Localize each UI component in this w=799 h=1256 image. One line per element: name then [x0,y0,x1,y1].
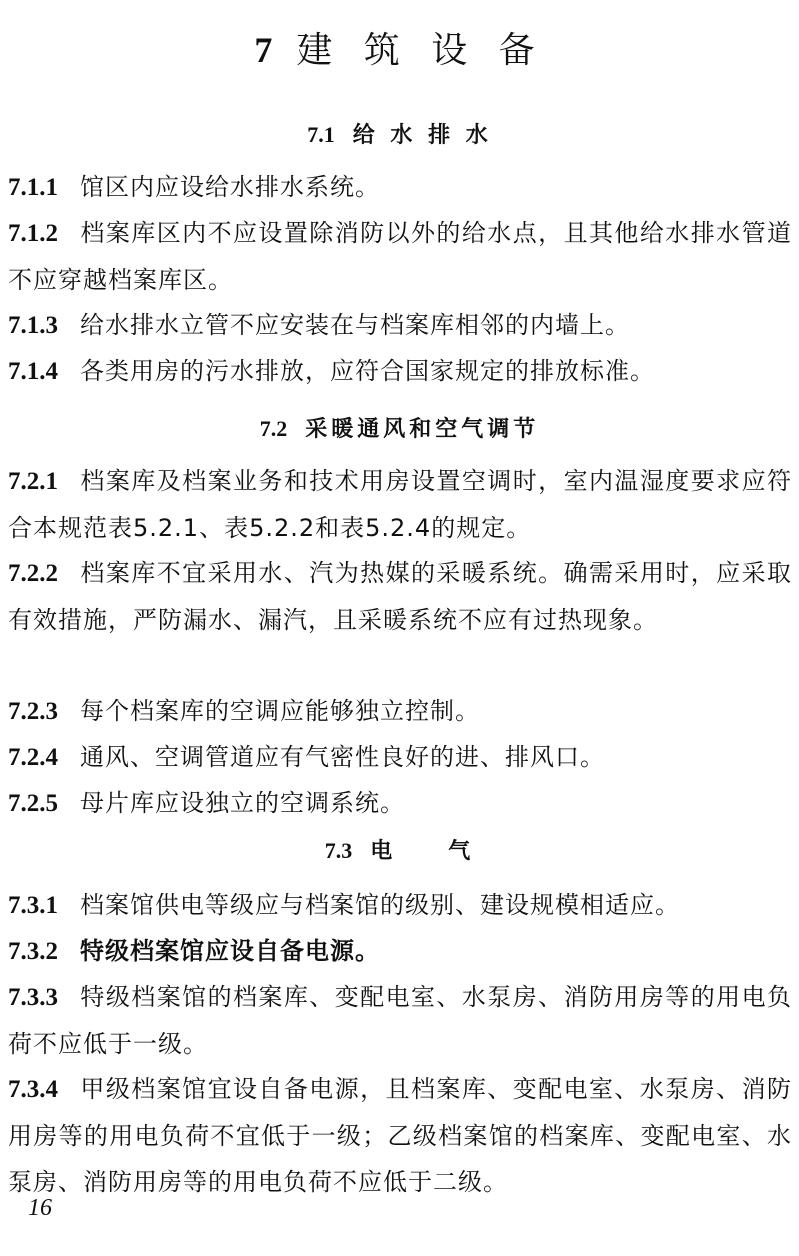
clause-text: 馆区内应设给水排水系统。 [80,173,380,201]
clause-text: 每个档案库的空调应能够独立控制。 [80,697,480,725]
clause-number: 7.2.2 [8,560,58,587]
clause-text: 特级档案馆的档案库、变配电室、水泵房、消防用房等的用电负荷不应低于一级。 [8,983,792,1058]
chapter-heading [0,22,799,73]
clause-7-2-1 [8,458,792,551]
clause-number: 7.2.4 [8,744,58,771]
clause-number: 7.3.3 [8,984,58,1011]
clause-text: 各类用房的污水排放，应符合国家规定的排放标准。 [80,357,655,385]
clause-text: 档案库区内不应设置除消防以外的给水点，且其他给水排水管道不应穿越档案库区。 [8,219,792,294]
clause-text: 通风、空调管道应有气密性良好的进、排风口。 [80,743,605,771]
clause-text: 特级档案馆应设自备电源。 [80,937,380,965]
clause-7-2-4 [8,734,792,781]
clause-number: 7.1.1 [8,174,58,201]
page-number: 16 [28,1195,52,1221]
clause-number: 7.3.4 [8,1076,58,1103]
clause-7-3-3 [8,974,792,1067]
section-title: 电 气 [370,839,475,864]
section-title: 给 水 排 水 [352,123,492,148]
clause-7-1-1 [8,164,792,211]
chapter-number: 7 [254,30,283,70]
clause-text: 档案馆供电等级应与档案馆的级别、建设规模相适应。 [80,891,680,919]
clause-number: 7.2.3 [8,698,58,725]
clause-number: 7.2.5 [8,790,58,817]
section-number: 7.2 [259,416,288,441]
clause-7-3-4 [8,1066,792,1205]
clause-7-2-2 [8,550,792,643]
section-number: 7.3 [324,838,353,863]
clause-7-1-2 [8,210,792,303]
clause-7-2-3 [8,688,792,735]
clause-number: 7.1.4 [8,358,58,385]
clause-number: 7.1.2 [8,220,58,247]
section-number: 7.1 [307,122,335,147]
clause-text: 给水排水立管不应安装在与档案库相邻的内墙上。 [80,311,630,339]
clause-text: 母片库应设独立的空调系统。 [80,789,405,817]
section-title: 采暖通风和空气调节 [305,417,540,442]
chapter-title: 建 筑 设 备 [296,30,545,71]
clause-text: 甲级档案馆宜设自备电源，且档案库、变配电室、水泵房、消防用房等的用电负荷不宜低于一级；乙级档案馆的档案库、变配电室、水泵房、消防用房等的用电负荷不应低于二级。 [8,1075,792,1196]
clause-text: 档案库及档案业务和技术用房设置空调时，室内温湿度要求应符合本规范表5.2.1、表5.2.2和表5.2.4的规定。 [8,467,792,542]
clause-number: 7.3.1 [8,892,58,919]
clause-7-3-1 [8,882,792,929]
clause-number: 7.1.3 [8,312,58,339]
clause-number: 7.3.2 [8,938,58,965]
section-heading-7-1 [0,118,799,149]
clause-7-1-4 [8,348,792,395]
clause-7-2-5 [8,780,792,827]
clause-7-3-2 [8,928,792,975]
clause-7-1-3 [8,302,792,349]
section-heading-7-2 [0,412,799,443]
section-heading-7-3 [0,834,799,865]
clause-text: 档案库不宜采用水、汽为热媒的采暖系统。确需采用时，应采取有效措施，严防漏水、漏汽，且采暖系统不应有过热现象。 [8,559,792,634]
clause-number: 7.2.1 [8,468,58,495]
